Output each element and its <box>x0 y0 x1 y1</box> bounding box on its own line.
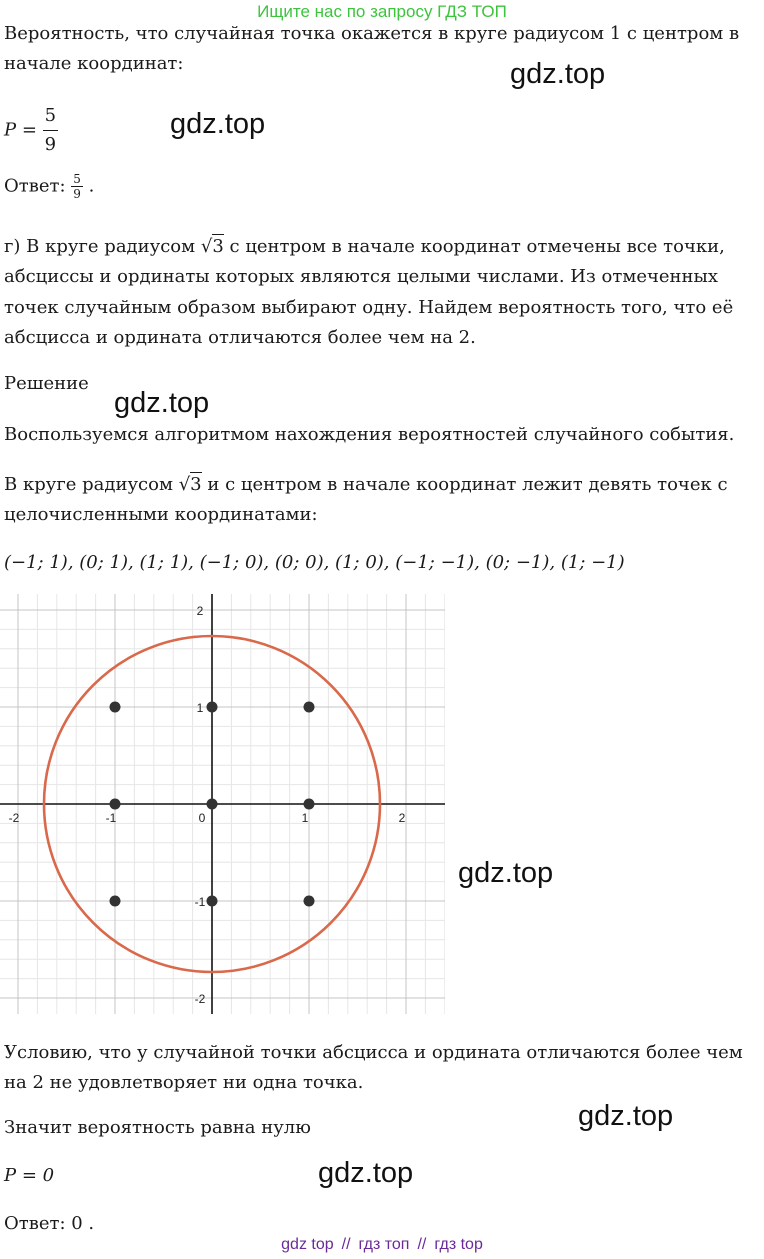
fraction-denominator: 9 <box>73 187 81 201</box>
task-g-line-2: абсциссы и ординаты которых являются целыми числами. Из отмеченных <box>4 266 718 287</box>
conclusion-line: Значит вероятность равна нулю <box>4 1117 311 1138</box>
x-tick-label: 0 <box>198 811 206 825</box>
coordinate-plot <box>0 594 445 1014</box>
probability-formula <box>4 102 58 159</box>
intro-line-1: Вероятность, что случайная точка окажется в круге радиусом 1 с центром в <box>4 23 740 44</box>
watermark-gdz: gdz.top <box>114 387 210 419</box>
solution-heading: Решение <box>4 373 89 394</box>
task-g-text: с центром в начале координат отмечены все точки, <box>223 236 725 257</box>
task-g-line-4: абсцисса и ордината отличаются более чем на 2. <box>4 327 476 348</box>
task-g-line-1 <box>4 233 725 261</box>
points-list: (−1; 1), (0; 1), (1; 1), (−1; 0), (0; 0), (1; 0), (−1; −1), (0; −1), (1; −1) <box>4 552 625 573</box>
answer-line <box>4 172 94 201</box>
watermark-gdz: gdz.top <box>510 58 606 90</box>
watermark-gdz: gdz.top <box>458 857 554 889</box>
footer-link[interactable]: гдз топ <box>358 1236 410 1253</box>
data-point <box>207 702 218 713</box>
x-tick-label: -1 <box>105 811 117 825</box>
data-point <box>110 896 121 907</box>
circle-line-1 <box>4 471 728 499</box>
circle-text: и с центром в начале координат лежит девять точек с <box>201 474 728 495</box>
y-tick-label: 2 <box>196 604 204 618</box>
probability-fraction <box>43 102 58 159</box>
data-point <box>304 702 315 713</box>
x-tick-label: 1 <box>301 811 309 825</box>
watermark-gdz: gdz.top <box>578 1100 674 1132</box>
x-tick-label: -2 <box>8 811 20 825</box>
sqrt-radicand: 3 <box>212 236 224 257</box>
data-point <box>207 799 218 810</box>
data-point <box>207 896 218 907</box>
data-point <box>304 799 315 810</box>
data-point <box>304 896 315 907</box>
task-g-line-3: точек случайным образом выбирают одну. Найдем вероятность того, что её <box>4 297 734 318</box>
data-point <box>110 799 121 810</box>
algorithm-line: Воспользуемся алгоритмом нахождения вероятностей случайного события. <box>4 424 735 445</box>
data-point <box>110 702 121 713</box>
fraction-numerator: 5 <box>43 102 58 131</box>
watermark-gdz: gdz.top <box>318 1157 414 1189</box>
y-tick-label: -1 <box>194 895 206 909</box>
x-tick-label: 2 <box>398 811 406 825</box>
watermark-gdz: gdz.top <box>170 108 266 140</box>
circle-text: В круге радиусом <box>4 474 179 495</box>
footer-link[interactable]: gdz top <box>281 1236 334 1253</box>
answer-fraction <box>71 172 83 201</box>
answer-zero: Ответ: 0 . <box>4 1213 95 1234</box>
answer-label: Ответ: <box>4 175 66 197</box>
circle-line-2: целочисленными координатами: <box>4 504 318 525</box>
sqrt-radicand: 3 <box>190 474 202 495</box>
answer-dot: . <box>88 175 95 197</box>
fraction-denominator: 9 <box>44 134 57 155</box>
condition-line-1: Условию, что у случайной точки абсцисса и ордината отличаются более чем <box>4 1042 743 1063</box>
plot-axes <box>0 594 445 1014</box>
search-banner[interactable]: Ищите нас по запросу ГДЗ ТОП <box>257 2 507 21</box>
y-tick-label: -2 <box>194 992 206 1006</box>
footer-link[interactable]: гдз top <box>434 1236 483 1253</box>
task-g-text: г) В круге радиусом <box>4 236 201 257</box>
condition-line-2: на 2 не удовлетворяет ни одна точка. <box>4 1072 364 1093</box>
fraction-numerator: 5 <box>73 172 81 186</box>
intro-line-2: начале координат: <box>4 53 184 74</box>
probability-label: P = <box>4 119 37 141</box>
footer-links: gdz top // гдз топ // гдз top <box>281 1236 483 1253</box>
sqrt-icon: √ <box>178 474 191 495</box>
y-tick-label: 1 <box>196 701 204 715</box>
sqrt-icon: √ <box>200 236 213 257</box>
probability-zero: P = 0 <box>4 1165 55 1186</box>
